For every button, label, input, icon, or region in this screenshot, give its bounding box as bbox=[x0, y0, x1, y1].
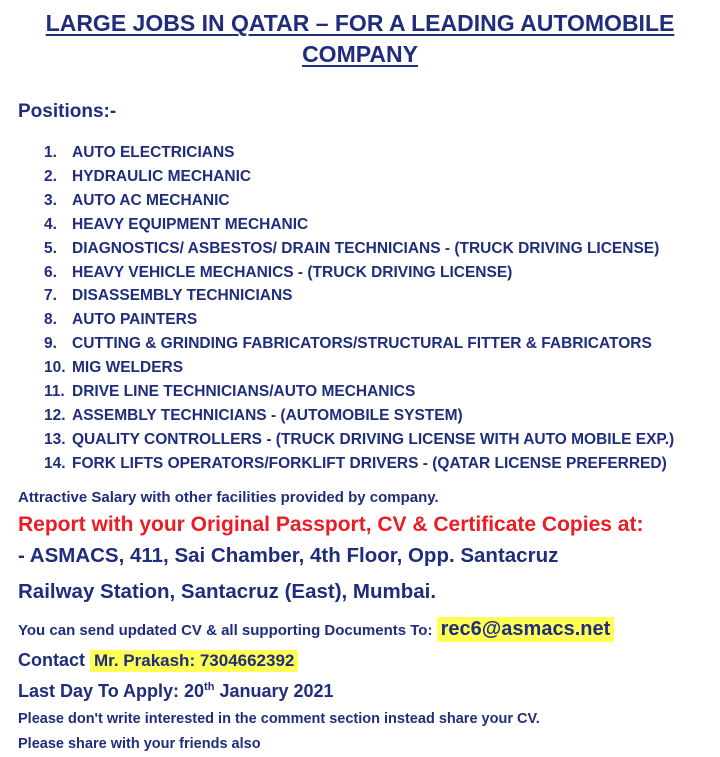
last-day-suffix: January 2021 bbox=[214, 680, 334, 701]
position-item: HEAVY VEHICLE MECHANICS - (TRUCK DRIVING LICENSE) bbox=[72, 263, 513, 281]
position-item: DRIVE LINE TECHNICIANS/AUTO MECHANICS bbox=[72, 383, 416, 401]
note-comment-section: Please don't write interested in the comment section instead share your CV. bbox=[18, 710, 540, 727]
position-item: AUTO ELECTRICIANS bbox=[72, 144, 235, 161]
last-day-ordinal: th bbox=[204, 680, 215, 693]
position-item: ASSEMBLY TECHNICIANS - (AUTOMOBILE SYSTEM) bbox=[72, 406, 463, 424]
page-title-line-2: COMPANY bbox=[302, 41, 418, 67]
position-item: AUTO AC MECHANIC bbox=[72, 191, 230, 209]
position-item: DISASSEMBLY TECHNICIANS bbox=[72, 287, 293, 305]
position-item: AUTO PAINTERS bbox=[72, 311, 198, 329]
cv-instruction bbox=[18, 618, 704, 641]
salary-note: Attractive Salary with other facilities provided by company. bbox=[18, 488, 439, 506]
note-share-friends: Please share with your friends also bbox=[18, 735, 261, 752]
last-day-line bbox=[18, 681, 704, 702]
positions-heading: Positions:- bbox=[18, 101, 117, 122]
last-day-prefix: Last Day To Apply: 20 bbox=[18, 680, 205, 701]
position-item: HEAVY EQUIPMENT MECHANIC bbox=[72, 215, 309, 233]
page-title-line-1: LARGE JOBS IN QATAR – FOR A LEADING AUTOMOBILE bbox=[45, 10, 675, 36]
contact-phone: Mr. Prakash: 7304662392 bbox=[90, 650, 298, 672]
email-address: rec6@asmacs.net bbox=[437, 617, 615, 642]
position-item: QUALITY CONTROLLERS - (TRUCK DRIVING LICENSE WITH AUTO MOBILE EXP.) bbox=[72, 430, 675, 448]
position-item: CUTTING & GRINDING FABRICATORS/STRUCTURAL FITTER & FABRICATORS bbox=[72, 335, 652, 353]
position-item: DIAGNOSTICS/ ASBESTOS/ DRAIN TECHNICIANS - (TRUCK DRIVING LICENSE) bbox=[72, 239, 660, 257]
position-item: MIG WELDERS bbox=[72, 359, 184, 377]
report-instruction: Report with your Original Passport, CV & Certificate Copies at: bbox=[18, 512, 644, 536]
cv-instruction-text: You can send updated CV & all supporting Documents To: bbox=[18, 621, 437, 639]
contact-label: Contact bbox=[18, 649, 90, 670]
position-item: FORK LIFTS OPERATORS/FORKLIFT DRIVERS - (QATAR LICENSE PREFERRED) bbox=[72, 454, 667, 472]
position-item: HYDRAULIC MECHANIC bbox=[72, 167, 252, 185]
address-line-2: Railway Station, Santacruz (East), Mumbai. bbox=[18, 579, 437, 603]
page-title bbox=[16, 8, 704, 70]
positions-list bbox=[44, 141, 704, 476]
contact-line bbox=[18, 650, 704, 671]
address-line-1: - ASMACS, 411, Sai Chamber, 4th Floor, Opp. Santacruz bbox=[18, 543, 559, 567]
